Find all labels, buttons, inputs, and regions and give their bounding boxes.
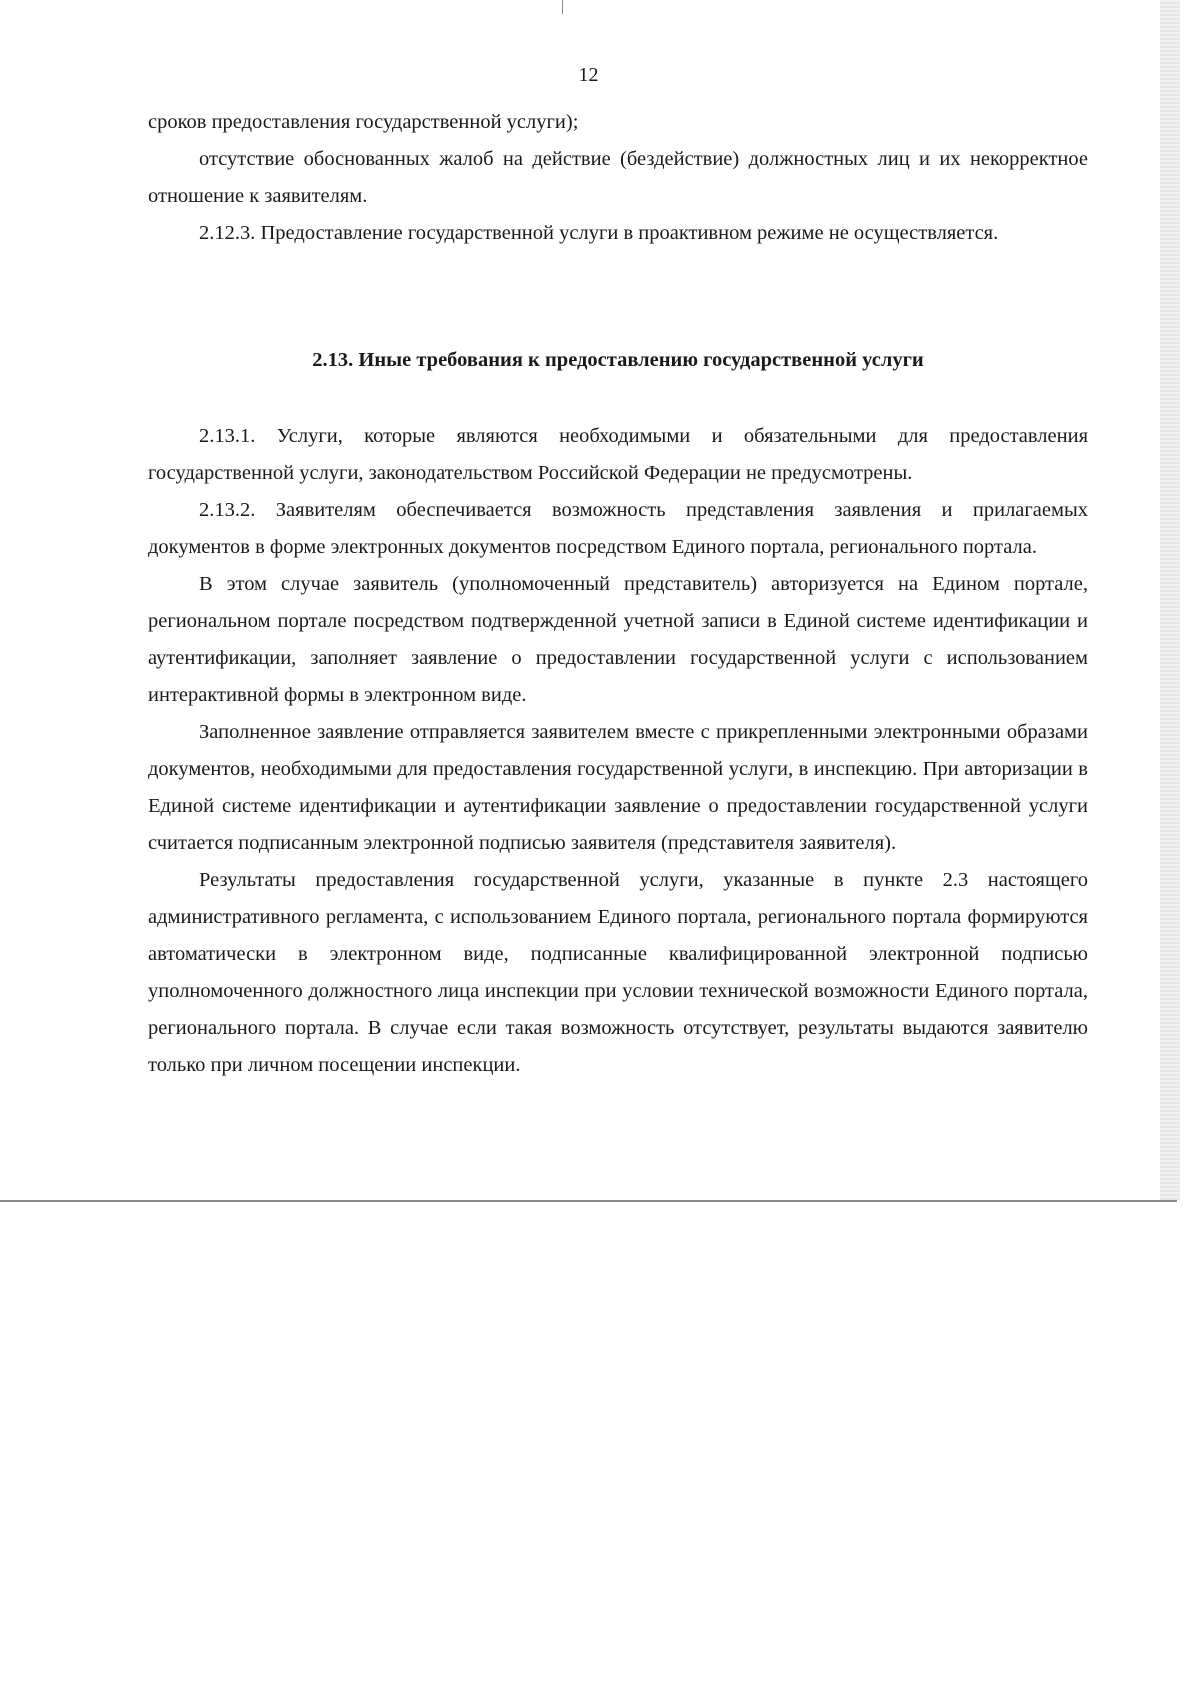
scan-edge-shadow <box>1160 0 1180 1200</box>
paragraph-authorization: В этом случае заявитель (уполномоченный представитель) авторизуется на Едином портале, региональном портале посредством подтвержденной учетной записи в Единой системе идентификации и аутентификации, заполняет заявление о предоставлении государственной услуги с использованием интерактивной формы в электронном виде. <box>148 573 1088 706</box>
paragraph-2-12-3: 2.12.3. Предоставление государственной услуги в проактивном режиме не осуществляется. <box>199 222 999 244</box>
scan-mark <box>562 0 563 14</box>
paragraph-results: Результаты предоставления государственной услуги, указанные в пункте 2.3 настоящего административного регламента, с использованием Единого портала, регионального портала формируются автоматически в электронном виде, подписанные квалифицированной электронной подписью уполномоченного должностного лица инспекции при условии технической возможности Единого портала, регионального портала. В случае если такая возможность отсутствует, результаты выдаются заявителю только при личном посещении инспекции. <box>148 869 1088 1076</box>
paragraph-2-13-1: 2.13.1. Услуги, которые являются необходимыми и обязательными для предоставления государственной услуги, законодательством Российской Федерации не предусмотрены. <box>148 425 1088 484</box>
paragraph-submission: Заполненное заявление отправляется заявителем вместе с прикрепленными электронными образами документов, необходимыми для предоставления государственной услуги, в инспекцию. При авторизации в Единой системе идентификации и аутентификации заявление о предоставлении государственной услуги считается подписанным электронной подписью заявителя (представителя заявителя). <box>148 721 1088 854</box>
section-heading: 2.13. Иные требования к предоставлению государственной услуги <box>312 349 924 371</box>
section-text <box>148 418 1088 1084</box>
paragraph-2-13-2: 2.13.2. Заявителям обеспечивается возможность представления заявления и прилагаемых документов в форме электронных документов посредством Единого портала, регионального портала. <box>148 499 1088 558</box>
paragraph-complaints: отсутствие обоснованных жалоб на действие (бездействие) должностных лиц и их некорректное отношение к заявителям. <box>148 148 1088 207</box>
intro-text <box>148 104 1088 252</box>
page-number: 12 <box>578 64 599 86</box>
paragraph-continuation: сроков предоставления государственной услуги); <box>148 111 579 133</box>
